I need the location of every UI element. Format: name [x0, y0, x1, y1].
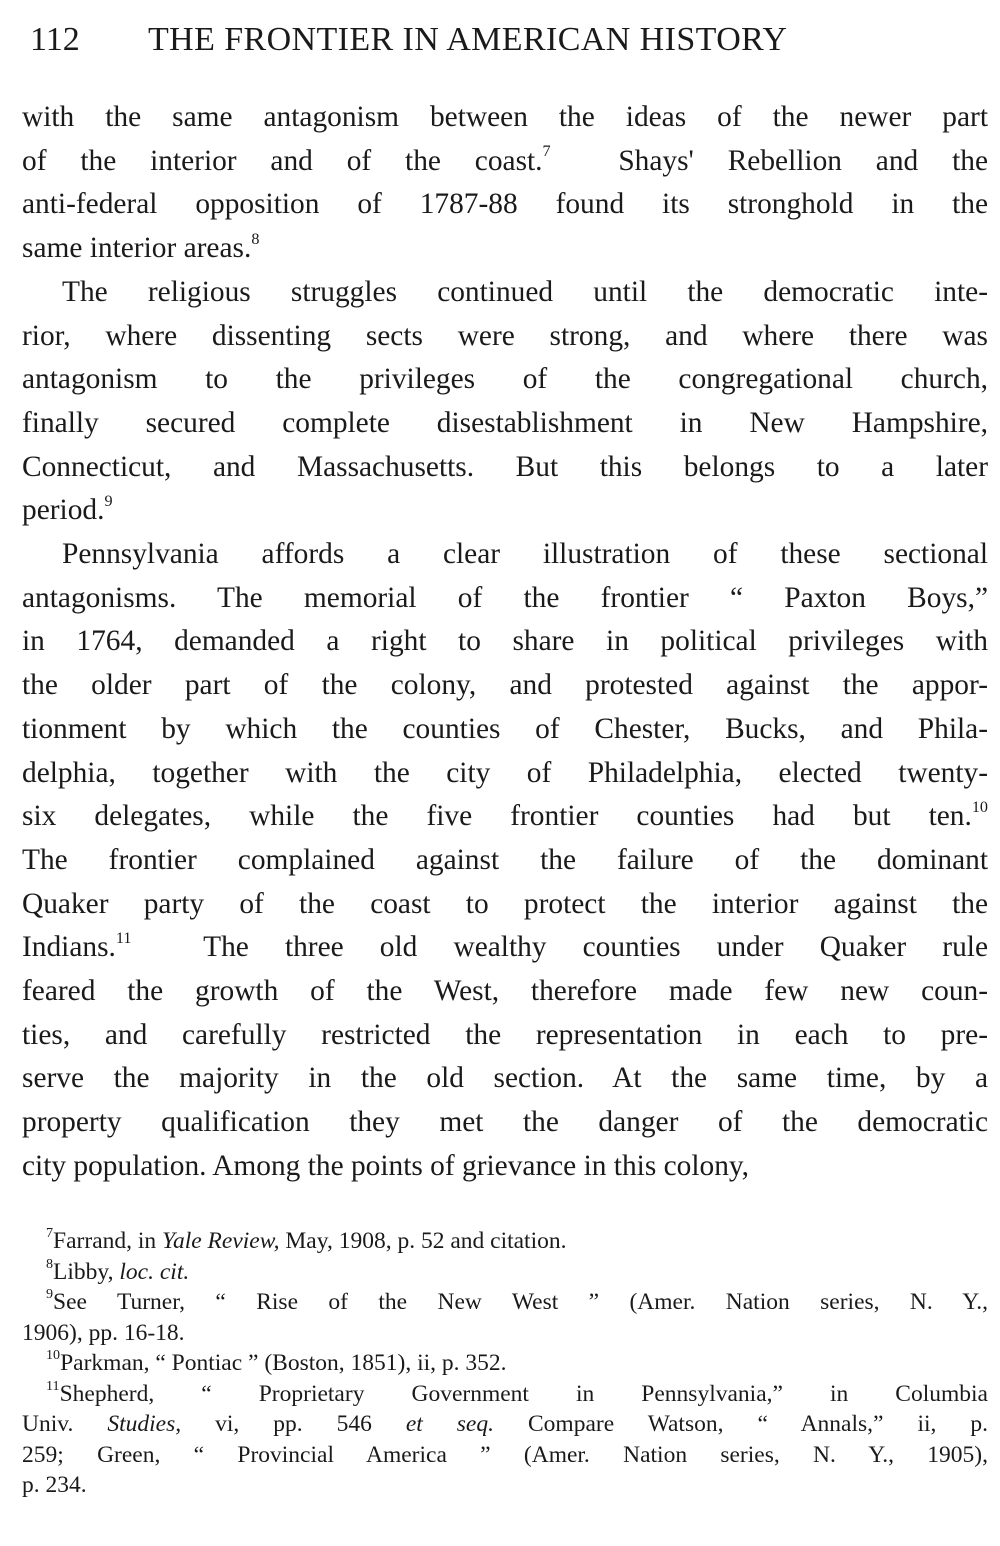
footnote-number: 11 — [46, 1377, 60, 1394]
footnote-number: 7 — [46, 1225, 54, 1242]
text-line: rior, where dissenting sects were strong, and where there was — [22, 319, 988, 352]
text-line: tionment by which the counties of Chester, Bucks, and Phila- — [22, 712, 988, 745]
text-run: The three old wealthy counties under Quaker rule — [203, 931, 988, 964]
citation-abbrev: et seq. — [405, 1411, 494, 1437]
text-line — [22, 227, 988, 271]
text-line: the older part of the colony, and protested against the appor- — [22, 669, 988, 702]
running-title: THE FRONTIER IN AMERICAN HISTORY — [148, 21, 788, 58]
footnote-line: 259; Green, “ Provincial America ” (Amer. Nation series, N. Y., 1905), — [22, 1441, 988, 1468]
text-line: ties, and carefully restricted the representation in each to pre- — [22, 1018, 988, 1051]
text-run: same interior areas. — [22, 232, 252, 265]
text-line: The religious struggles continued until the democratic inte- — [62, 275, 988, 308]
footnote-line — [22, 1409, 988, 1440]
footnote-line — [22, 1226, 988, 1257]
footnote-8 — [22, 1257, 988, 1288]
journal-title: Yale Review, — [162, 1228, 280, 1254]
paragraph-3 — [22, 533, 988, 1189]
paragraph-1 — [22, 96, 988, 271]
page-number: 112 — [30, 21, 80, 58]
citation-abbrev: loc. cit. — [119, 1258, 190, 1285]
text-line: antagonism to the privileges of the congregational church, — [22, 363, 988, 396]
paragraph-2 — [22, 271, 988, 533]
footnote-9 — [22, 1287, 988, 1348]
text-run: vi, pp. 546 — [181, 1411, 406, 1437]
running-header — [24, 14, 974, 66]
text-line: city population. Among the points of grievance in this colony, — [22, 1149, 750, 1182]
text-run: six delegates, while the five frontier counties had but ten. — [22, 800, 972, 833]
text-line: with the same antagonism between the ideas of the newer part — [22, 101, 988, 133]
text-run: Shays' Rebellion and the — [618, 144, 988, 177]
footnote-line — [22, 1257, 988, 1288]
text-line: delphia, together with the city of Philadelphia, elected twenty- — [22, 756, 988, 789]
footnote-ref-7[interactable]: 7 — [542, 143, 551, 161]
text-line: anti-federal opposition of 1787-88 found its stronghold in the — [22, 188, 988, 221]
footnote-line — [22, 1348, 988, 1379]
footnote-ref-9[interactable]: 9 — [104, 493, 113, 511]
footnote-line: p. 234. — [22, 1472, 87, 1498]
footnote-10 — [22, 1348, 988, 1379]
footnote-ref-10[interactable]: 10 — [971, 799, 988, 817]
text-line: Pennsylvania affords a clear illustration of these sectional — [62, 538, 988, 571]
text-line — [22, 489, 988, 533]
text-line: Connecticut, and Massachusetts. But this belongs to a later — [22, 450, 988, 483]
text-line — [22, 140, 988, 184]
text-run: period. — [22, 494, 105, 527]
footnotes — [22, 1226, 988, 1501]
footnote-line: 1906), pp. 16-18. — [22, 1319, 185, 1346]
footnote-ref-8[interactable]: 8 — [251, 230, 260, 248]
text-line: finally secured complete disestablishment in New Hampshire, — [22, 406, 988, 439]
text-line: property qualification they met the danger of the democratic — [22, 1106, 988, 1139]
footnote-11 — [22, 1379, 988, 1501]
footnote-7 — [22, 1226, 988, 1257]
footnote-line — [22, 1379, 988, 1410]
footnote-number: 9 — [46, 1286, 54, 1303]
text-run: of the interior and of the coast. — [22, 144, 543, 177]
text-line: serve the majority in the old section. At the same time, by a — [22, 1062, 988, 1095]
text-run: Farrand, in — [53, 1228, 163, 1254]
text-line: The frontier complained against the failure of the dominant — [22, 843, 988, 876]
text-run: Compare Watson, “ Annals,” ii, p. — [494, 1411, 988, 1437]
text-run: Parkman, “ Pontiac ” (Boston, 1851), ii, p. 352. — [60, 1350, 507, 1376]
text-line: feared the growth of the West, therefore made few new coun- — [22, 975, 988, 1008]
footnote-line — [22, 1287, 988, 1318]
text-run: Indians. — [22, 931, 116, 964]
text-line: in 1764, demanded a right to share in political privileges with — [22, 625, 988, 658]
text-run: Shepherd, “ Proprietary Government in Pennsylvania,” in Columbia — [59, 1380, 988, 1407]
text-run: Libby, — [53, 1258, 120, 1285]
footnote-number: 8 — [46, 1255, 54, 1272]
text-run: May, 1908, p. 52 and citation. — [279, 1228, 567, 1254]
footnote-number: 10 — [46, 1347, 61, 1364]
footnote-ref-11[interactable]: 11 — [115, 930, 132, 948]
text-run: Univ. — [22, 1411, 108, 1437]
text-line — [22, 795, 988, 839]
journal-title: Studies, — [107, 1411, 182, 1437]
text-line — [22, 926, 988, 970]
text-line: Quaker party of the coast to protect the interior against the — [22, 887, 988, 920]
text-run: See Turner, “ Rise of the New West ” (Amer. Nation series, N. Y., — [53, 1289, 988, 1315]
text-line: antagonisms. The memorial of the frontier “ Paxton Boys,” — [22, 581, 988, 614]
body-text — [22, 96, 988, 1189]
